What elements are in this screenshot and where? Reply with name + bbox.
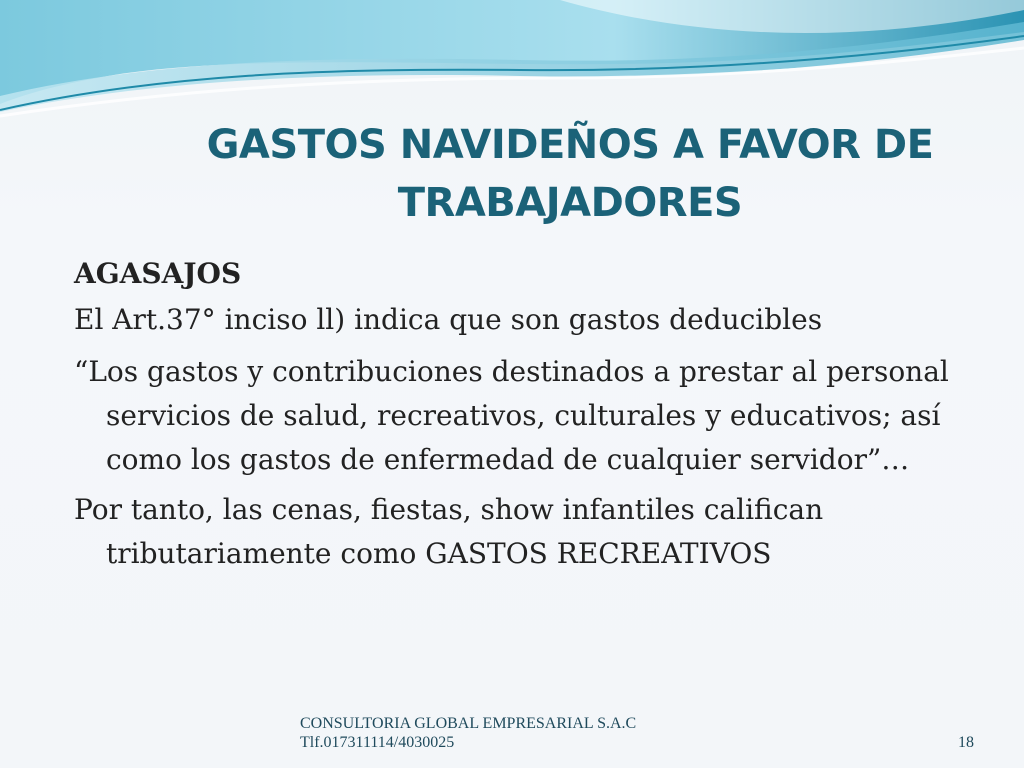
slide-body bbox=[74, 252, 974, 578]
footer-company: CONSULTORIA GLOBAL EMPRESARIAL S.A.C bbox=[300, 715, 637, 732]
slide-title: GASTOS NAVIDEÑOS A FAVOR DE TRABAJADORES bbox=[206, 122, 934, 226]
footer bbox=[300, 714, 636, 752]
decorative-wave-header bbox=[0, 0, 1024, 130]
paragraph-quote: “Los gastos y contribuciones destinados a prestar al personal servicios de salud, recreativos, culturales y educativos; así como los gastos de enfermedad de cualquier servidor”… bbox=[74, 355, 949, 476]
section-heading: AGASAJOS bbox=[74, 257, 242, 290]
footer-phone: Tlf.017311114/4030025 bbox=[300, 734, 455, 751]
paragraph-conclusion: Por tanto, las cenas, fiestas, show infantiles califican tributariamente como GASTOS RECREATIVOS bbox=[74, 493, 824, 570]
page-number: 18 bbox=[958, 734, 974, 751]
paragraph-article-reference: El Art.37° inciso ll) indica que son gastos deducibles bbox=[74, 303, 823, 336]
